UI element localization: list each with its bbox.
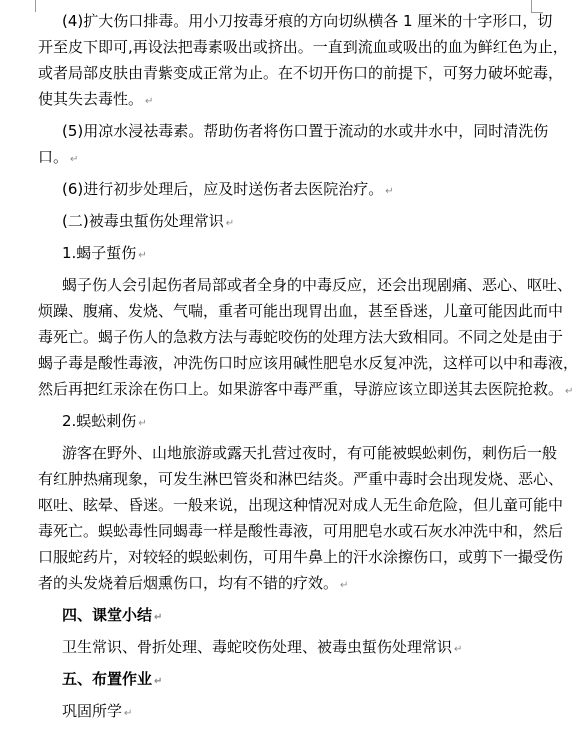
text-line: 呕吐、眩晕、昏迷。一般来说，出现这种情况对成人无生命危险，但儿童可能中 [38, 496, 564, 514]
text-line: 蝎子毒是酸性毒液，冲洗伤口时应该用碱性肥皂水反复冲洗，这样可以中和毒液， [38, 354, 578, 372]
paragraph-mark-icon: ↵ [70, 154, 79, 165]
text-line: 口。 ↵ [38, 148, 79, 166]
paragraph-mark-icon: ↵ [138, 418, 147, 429]
text-line: 毒死亡。蜈蚣毒性同蝎毒一样是酸性毒液，可用肥皂水或石灰水冲洗中和，然后 [38, 522, 564, 540]
paragraph-mark-icon: ↵ [124, 708, 133, 719]
text-line: 然后再把红汞涂在伤口上。如果游客中毒严重，导游应该立即送其去医院抢救。 ↵ [38, 380, 574, 398]
paragraph [38, 272, 578, 405]
paragraph [38, 440, 564, 599]
text-line: 使其失去毒性。 ↵ [38, 90, 154, 108]
text-line: 巩固所学 ↵ [62, 702, 133, 720]
text-line: (6)进行初步处理后，应及时送伤者去医院治疗。 ↵ [62, 180, 394, 198]
text-line: 有红肿热痛现象，可发生淋巴管炎和淋巴结炎。严重中毒时会出现发烧、恶心、 [38, 470, 564, 488]
section-heading [62, 666, 532, 695]
paragraph [62, 176, 532, 205]
text-line: (5)用凉水浸祛毒素。帮助伤者将伤口置于流动的水或井水中，同时清洗伤 [62, 122, 549, 140]
text-line: 或者局部皮肤由青紫变成正常为止。在不切开伤口的前提下，可努力破坏蛇毒， [38, 64, 564, 82]
text-line: 卫生常识、骨折处理、毒蛇咬伤处理、被毒虫蜇伤处理常识 ↵ [62, 638, 463, 656]
paragraph-mark-icon: ↵ [154, 676, 163, 687]
text-line: (4)扩大伤口排毒。用小刀按毒牙痕的方向切纵横各 1 厘米的十字形口，切 [62, 12, 553, 30]
paragraph-mark-icon: ↵ [225, 218, 235, 229]
paragraph-mark-icon: ↵ [385, 186, 394, 197]
text-line: 者的头发烧着后烟熏伤口，均有不错的疗效。 ↵ [38, 574, 349, 592]
text-line: 1.蝎子蜇伤 ↵ [62, 244, 147, 262]
crop-mark-top-left [35, 0, 36, 12]
paragraph-mark-icon: ↵ [145, 96, 154, 107]
text-line: 四、课堂小结 ↵ [62, 606, 163, 624]
paragraph [62, 408, 532, 437]
paragraph-mark-icon: ↵ [340, 580, 349, 591]
paragraph [38, 118, 549, 173]
text-line: 烦躁、腹痛、发烧、气喘，重者可能出现胃出血，甚至昏迷，儿童可能因此而中 [38, 302, 564, 320]
text-line: (二)被毒虫蜇伤处理常识 ↵ [62, 212, 235, 230]
text-line: 蝎子伤人会引起伤者局部或者全身的中毒反应，还会出现剧痛、恶心、呕吐、 [62, 276, 573, 294]
text-line: 五、布置作业 ↵ [62, 670, 163, 688]
paragraph-mark-icon: ↵ [454, 644, 463, 655]
text-line: 毒死亡。蝎子伤人的急救方法与毒蛇咬伤的处理方法大致相同。不同之处是由于 [38, 328, 564, 346]
paragraph-mark-icon: ↵ [565, 386, 574, 397]
text-line: 口服蛇药片，对较轻的蜈蚣刺伤，可用牛鼻上的汗水涂擦伤口，或剪下一撮受伤 [38, 548, 564, 566]
paragraph [62, 240, 532, 269]
section-heading [62, 602, 532, 631]
paragraph [62, 208, 532, 237]
text-line: 游客在野外、山地旅游或露天扎营过夜时，有可能被蜈蚣刺伤，刺伤后一般 [62, 444, 558, 462]
paragraph [62, 634, 532, 663]
text-line: 2.蜈蚣刺伤 ↵ [62, 412, 147, 430]
paragraph [38, 8, 568, 115]
paragraph [62, 698, 532, 727]
paragraph-mark-icon: ↵ [138, 250, 147, 261]
document-body [38, 8, 578, 730]
paragraph-mark-icon: ↵ [154, 612, 163, 623]
text-line: 开至皮下即可,再设法把毒素吸出或挤出。一直到流血或吸出的血为鲜红色为止， [38, 38, 568, 56]
